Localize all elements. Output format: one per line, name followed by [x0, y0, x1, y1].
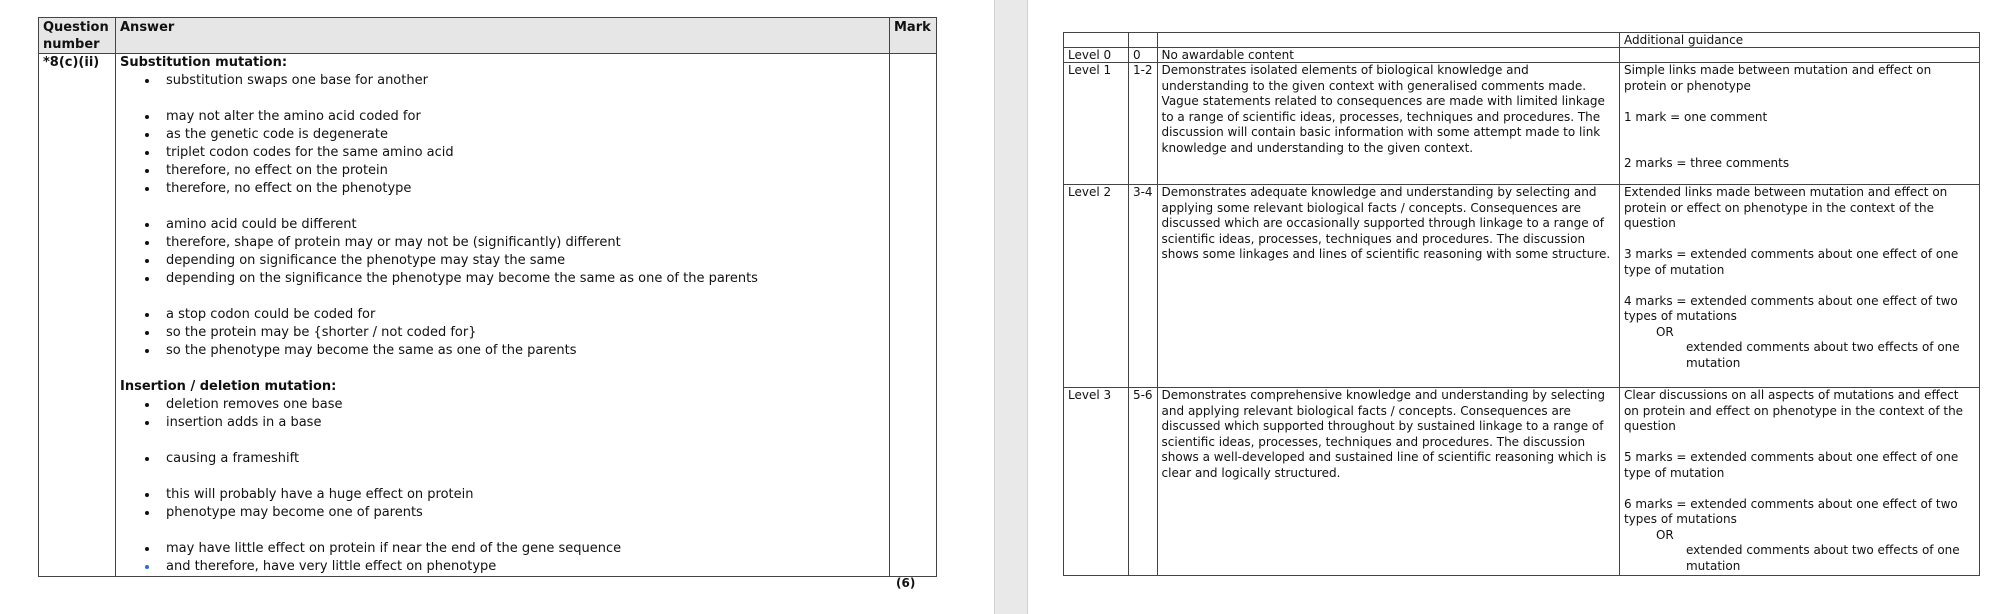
insertion-deletion-heading: Insertion / deletion mutation: [120, 379, 337, 394]
list-item: as the genetic code is degenerate [142, 126, 885, 144]
level-guidance [1619, 388, 1979, 576]
guidance-line: Clear discussions on all aspects of mutations and effect on protein and effect on phenotype in the context of the question [1623, 388, 1964, 433]
levels-table-header [1064, 33, 1980, 48]
guidance-line: 1 mark = one comment [1623, 109, 1768, 124]
bullet-list [120, 540, 885, 576]
guidance-line: 4 marks = extended comments about one effect of two types of mutations [1623, 293, 1958, 323]
answer-table [38, 17, 937, 590]
list-item: causing a frameshift [142, 450, 885, 468]
level-row [1064, 63, 1980, 185]
level-guidance [1619, 185, 1979, 388]
question-number-header: Question number [39, 18, 116, 54]
level-row [1064, 185, 1980, 388]
list-item: therefore, shape of protein may or may not be (significantly) different [142, 234, 885, 252]
levels-table [1063, 32, 1980, 576]
list-item: may have little effect on protein if near the end of the gene sequence [142, 540, 885, 558]
list-item: therefore, no effect on the protein [142, 162, 885, 180]
guidance-or: OR [1655, 324, 1674, 339]
substitution-heading: Substitution mutation: [120, 55, 288, 70]
bullet-list [120, 306, 885, 360]
guidance-or: OR [1655, 527, 1674, 542]
page-gutter [994, 0, 1028, 614]
list-item: a stop codon could be coded for [142, 306, 885, 324]
guidance-header: Additional guidance [1619, 33, 1979, 48]
level-row [1064, 48, 1980, 63]
answer-table-header [39, 18, 937, 54]
guidance-line: 5 marks = extended comments about one effect of one type of mutation [1623, 450, 1959, 480]
list-item: so the protein may be {shorter / not coded for} [142, 324, 885, 342]
bullet-list [120, 72, 885, 90]
list-item: may not alter the amino acid coded for [142, 108, 885, 126]
level-descriptor: Demonstrates adequate knowledge and understanding by selecting and applying some relevant biological facts / concepts. Consequences are discussed which are occasionally supported through linkage to a range of scientific ideas, processes, techniques and procedures. The discussion shows some linkages and lines of scientific reasoning with some structure. [1157, 185, 1619, 388]
level-marks: 5-6 [1128, 388, 1157, 576]
guidance-line: 2 marks = three comments [1623, 156, 1790, 170]
guidance-line: 6 marks = extended comments about one effect of two types of mutations [1623, 496, 1958, 526]
bullet-list [120, 396, 885, 432]
guidance-line: Extended links made between mutation and effect on protein or effect on phenotype in the context of the question [1623, 185, 1948, 230]
list-item: insertion adds in a base [142, 414, 885, 432]
level-label: Level 0 [1064, 48, 1129, 63]
level-label: Level 3 [1064, 388, 1129, 576]
bullet-list [120, 486, 885, 522]
mark-scheme-page-right [1028, 0, 2010, 614]
level-marks: 3-4 [1128, 185, 1157, 388]
guidance-line: Simple links made between mutation and effect on protein or phenotype [1623, 63, 1932, 93]
guidance-line: 3 marks = extended comments about one effect of one type of mutation [1623, 247, 1959, 277]
level-descriptor: No awardable content [1157, 48, 1619, 63]
list-item: amino acid could be different [142, 216, 885, 234]
list-item: phenotype may become one of parents [142, 504, 885, 522]
level-row [1064, 388, 1980, 576]
mark-header: Mark [890, 18, 937, 54]
answer-header: Answer [116, 18, 890, 54]
mark-cell [890, 54, 937, 590]
level-descriptor: Demonstrates comprehensive knowledge and understanding by selecting and applying relevant biological facts / concepts. Consequences are discussed which supported throughout by sustained linkage to a range of scientific ideas, processes, techniques and procedures. The discussion shows a well-developed and sustained line of scientific reasoning which is clear and logically structured. [1157, 388, 1619, 576]
bullet-list [120, 450, 885, 468]
level-marks: 0 [1128, 48, 1157, 63]
mark-scheme-page-left [0, 0, 994, 614]
list-item: substitution swaps one base for another [142, 72, 885, 90]
list-item: therefore, no effect on the phenotype [142, 180, 885, 198]
level-label: Level 1 [1064, 63, 1129, 185]
mark-value: (6) [896, 576, 916, 590]
bullet-list [120, 108, 885, 198]
answer-row [39, 54, 937, 577]
guidance-line: extended comments about two effects of one mutation [1685, 340, 1960, 370]
list-item: triplet codon codes for the same amino acid [142, 144, 885, 162]
list-item: deletion removes one base [142, 396, 885, 414]
level-descriptor: Demonstrates isolated elements of biological knowledge and understanding to the given context with generalised comments made. Vague statements related to consequences are made with limited linkage to a range of scientific ideas, processes, techniques and procedures. The discussion will contain basic information with some attempt made to link knowledge and understanding to the given context. [1157, 63, 1619, 185]
level-marks: 1-2 [1128, 63, 1157, 185]
level-guidance [1619, 48, 1979, 63]
list-item: depending on significance the phenotype may stay the same [142, 252, 885, 270]
list-item: this will probably have a huge effect on protein [142, 486, 885, 504]
level-label: Level 2 [1064, 185, 1129, 388]
guidance-line: extended comments about two effects of one mutation [1685, 543, 1960, 573]
answer-cell [116, 54, 890, 577]
list-item: and therefore, have very little effect on phenotype [142, 558, 885, 576]
list-item: so the phenotype may become the same as one of the parents [142, 342, 885, 360]
bullet-list [120, 216, 885, 288]
question-number: *8(c)(ii) [39, 54, 116, 577]
list-item: depending on the significance the phenotype may become the same as one of the parents [142, 270, 885, 288]
level-guidance [1619, 63, 1979, 185]
